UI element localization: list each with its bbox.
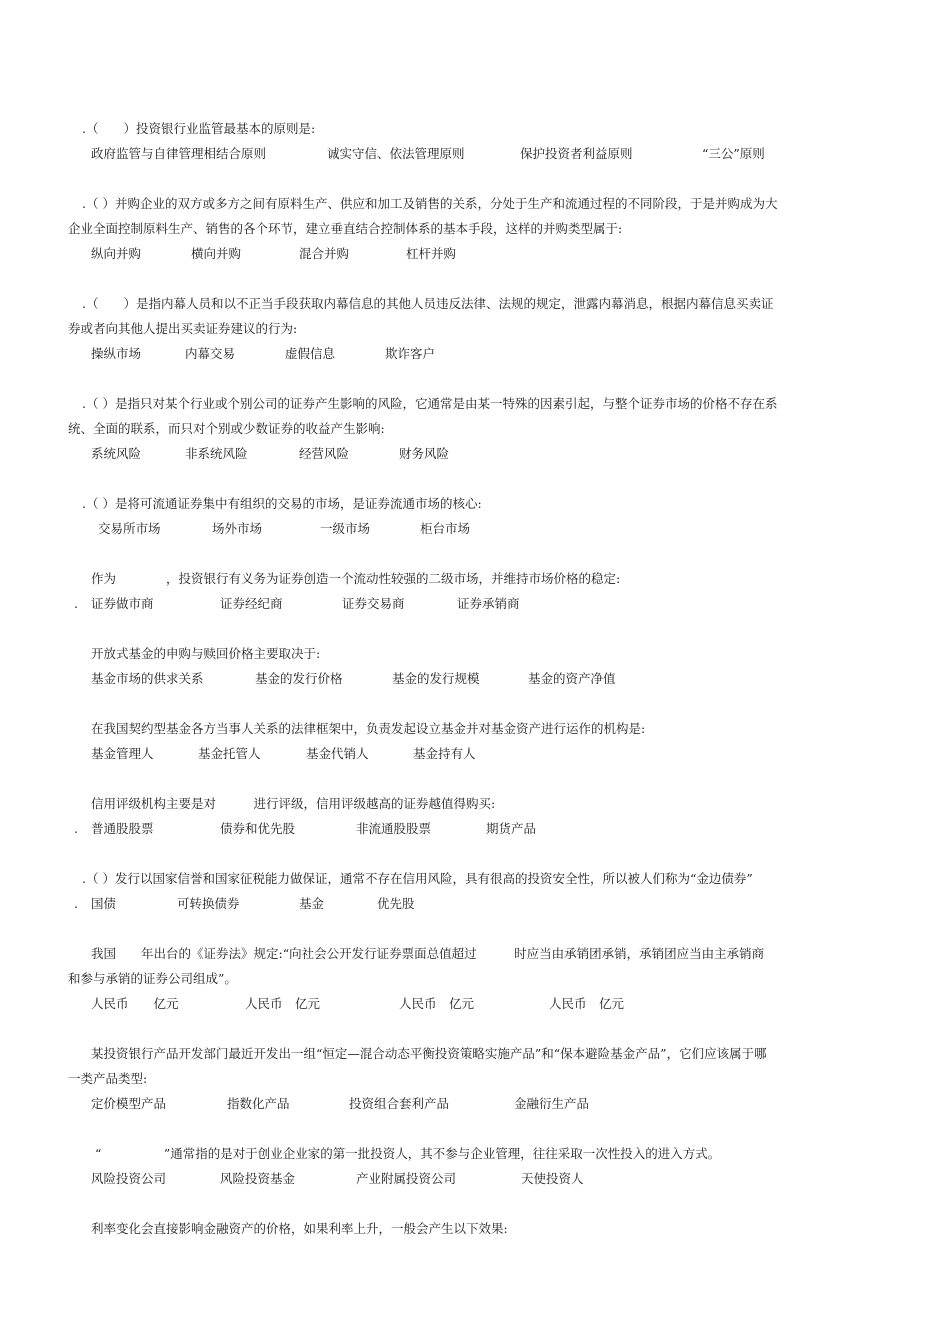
q1-option-c: 保护投资者利益原则 xyxy=(520,146,633,161)
q8-option-d: 基金持有人 xyxy=(413,746,476,761)
q12-option-d: 金融衍生产品 xyxy=(514,1096,590,1111)
question-12-stem-line-1: 某投资银行产品开发部门最近开发出一组“恒定—混合动态平衡投资策略实施产品”和“保本避险基金产品”，它们应该属于哪 xyxy=(91,1046,767,1061)
q4-option-c: 经营风险 xyxy=(299,446,350,461)
q6-prefix: . xyxy=(74,596,78,611)
q8-option-c: 基金代销人 xyxy=(306,746,369,761)
q7-option-c: 基金的发行规模 xyxy=(392,671,480,686)
q7-option-d: 基金的资产净值 xyxy=(528,671,616,686)
q10-option-b: 可转换债券 xyxy=(177,896,240,911)
q6-option-c: 证券交易商 xyxy=(342,596,405,611)
q3-option-a: 操纵市场 xyxy=(91,346,142,361)
question-7-stem: 开放式基金的申购与赎回价格主要取决于: xyxy=(91,646,321,661)
q12-option-c: 投资组合套利产品 xyxy=(349,1096,450,1111)
q3-option-d: 欺诈客户 xyxy=(385,346,436,361)
question-6-stem: 作为 ，投资银行有义务为证券创造一个流动性较强的二级市场，并维持市场价格的稳定: xyxy=(91,571,621,586)
q1-option-a: 政府监管与自律管理相结合原则 xyxy=(91,146,267,161)
question-1-stem: .（ ）投资银行业监管最基本的原则是: xyxy=(82,121,316,136)
q13-option-c: 产业附属投资公司 xyxy=(356,1171,457,1186)
question-2-stem-line-2: 企业全面控制原料生产、销售的各个环节，建立垂直结合控制体系的基本手段，这样的并购类型属于: xyxy=(68,221,623,236)
q5-option-d: 柜台市场 xyxy=(420,521,471,536)
question-13-stem: “ ”通常指的是对于创业企业家的第一批投资人，其不参与企业管理，往往采取一次性投入的进入方式。 xyxy=(95,1146,721,1161)
q10-option-c: 基金 xyxy=(299,896,325,911)
q9-option-c: 非流通股股票 xyxy=(356,821,432,836)
q12-option-a: 定价模型产品 xyxy=(91,1096,167,1111)
q13-option-d: 天使投资人 xyxy=(521,1171,584,1186)
question-4-stem-line-2: 统、全面的联系，而只对个别或少数证券的收益产生影响: xyxy=(68,421,385,436)
q9-option-b: 债券和优先股 xyxy=(220,821,296,836)
q3-option-b: 内幕交易 xyxy=(185,346,236,361)
q5-option-a: 交易所市场 xyxy=(98,521,161,536)
q5-option-c: 一级市场 xyxy=(320,521,371,536)
question-11-stem-line-2: 和参与承销的证券公司组成”。 xyxy=(68,971,237,986)
q11-option-c: 人民币 亿元 xyxy=(399,996,475,1011)
question-14-stem: 利率变化会直接影响金融资产的价格，如果利率上升，一般会产生以下效果: xyxy=(91,1221,508,1236)
q2-option-d: 杠杆并购 xyxy=(406,246,457,261)
q8-option-b: 基金托管人 xyxy=(198,746,261,761)
q6-option-d: 证券承销商 xyxy=(457,596,520,611)
q2-option-a: 纵向并购 xyxy=(91,246,142,261)
q11-option-b: 人民币 亿元 xyxy=(245,996,321,1011)
q3-option-c: 虚假信息 xyxy=(285,346,336,361)
q8-option-a: 基金管理人 xyxy=(91,746,154,761)
q7-option-a: 基金市场的供求关系 xyxy=(91,671,204,686)
q9-option-d: 期货产品 xyxy=(486,821,537,836)
q10-prefix: . xyxy=(74,896,78,911)
question-12-stem-line-2: 一类产品类型: xyxy=(68,1071,148,1086)
q4-option-d: 财务风险 xyxy=(399,446,450,461)
question-8-stem: 在我国契约型基金各方当事人关系的法律框架中，负责发起设立基金并对基金资产进行运作的机构是: xyxy=(91,721,646,736)
question-5-stem: .（ ）是将可流通证券集中有组织的交易的市场，是证券流通市场的核心: xyxy=(82,496,482,511)
q1-option-d: “三公”原则 xyxy=(702,146,765,161)
q6-option-b: 证券经纪商 xyxy=(220,596,283,611)
question-9-stem: 信用评级机构主要是对 进行评级，信用评级越高的证券越值得购买: xyxy=(91,796,496,811)
question-4-stem-line-1: .（ ）是指只对某个行业或个别公司的证券产生影响的风险，它通常是由某一特殊的因素引起，与整个证券市场的价格不存在系 xyxy=(82,396,778,411)
q4-option-a: 系统风险 xyxy=(91,446,142,461)
q11-option-a: 人民币 亿元 xyxy=(91,996,179,1011)
question-10-stem: .（ ）发行以国家信誉和国家征税能力做保证，通常不存在信用风险，具有很高的投资安全性，所以被人们称为“金边债券” xyxy=(82,871,753,886)
q7-option-b: 基金的发行价格 xyxy=(255,671,343,686)
q2-option-c: 混合并购 xyxy=(299,246,350,261)
q9-option-a: 普通股股票 xyxy=(91,821,154,836)
q12-option-b: 指数化产品 xyxy=(227,1096,290,1111)
q9-prefix: . xyxy=(74,821,78,836)
q1-option-b: 诚实守信、依法管理原则 xyxy=(327,146,465,161)
q5-option-b: 场外市场 xyxy=(212,521,263,536)
q13-option-b: 风险投资基金 xyxy=(220,1171,296,1186)
question-11-stem-line-1: 我国 年出台的《证券法》规定:“向社会公开发行证券票面总值超过 时应当由承销团承销，承销团应当由主承销商 xyxy=(91,946,765,961)
q6-option-a: 证券做市商 xyxy=(91,596,154,611)
question-3-stem-line-1: .（ ）是指内幕人员和以不正当手段获取内幕信息的其他人员违反法律、法规的规定，泄露内幕消息，根据内幕信息买卖证 xyxy=(82,296,774,311)
q10-option-a: 国债 xyxy=(91,896,117,911)
q13-option-a: 风险投资公司 xyxy=(91,1171,167,1186)
q11-option-d: 人民币 亿元 xyxy=(549,996,625,1011)
question-3-stem-line-2: 券或者向其他人提出买卖证券建议的行为: xyxy=(68,321,298,336)
q4-option-b: 非系统风险 xyxy=(185,446,248,461)
q2-option-b: 横向并购 xyxy=(191,246,242,261)
q10-option-d: 优先股 xyxy=(377,896,415,911)
question-2-stem-line-1: .（ ）并购企业的双方或多方之间有原料生产、供应和加工及销售的关系，分处于生产和流通过程的不同阶段，于是并购成为大 xyxy=(82,196,778,211)
